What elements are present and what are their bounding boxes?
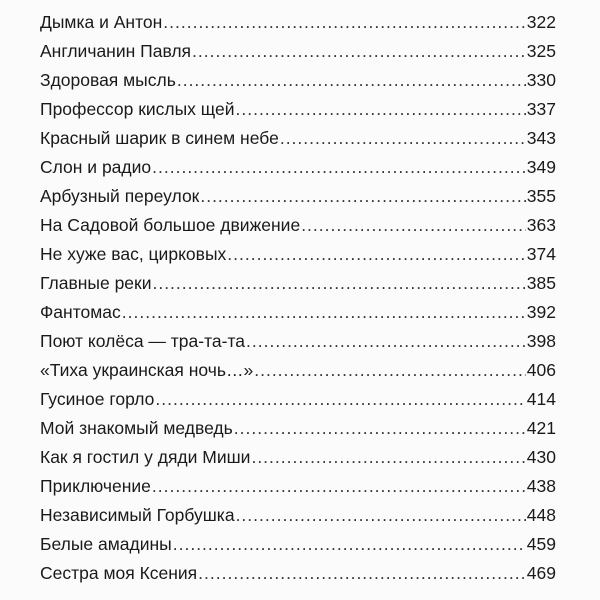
dot-leader xyxy=(254,356,526,385)
toc-entry[interactable] xyxy=(40,443,556,472)
dot-leader xyxy=(177,66,526,95)
dot-leader xyxy=(251,443,525,472)
toc-entry[interactable] xyxy=(40,240,556,269)
toc-title: Фантомас xyxy=(40,302,121,322)
toc-title: На Садовой большое движение xyxy=(40,215,301,235)
dot-leader xyxy=(152,269,525,298)
toc-page-number: 363 xyxy=(526,215,556,235)
toc-entry[interactable] xyxy=(40,356,556,385)
dot-leader xyxy=(163,8,526,37)
toc-entry[interactable] xyxy=(40,66,556,95)
toc-entry[interactable] xyxy=(40,385,556,414)
toc-page-number: 385 xyxy=(526,273,556,293)
dot-leader xyxy=(236,95,526,124)
dot-leader xyxy=(227,240,526,269)
toc-entry[interactable] xyxy=(40,153,556,182)
toc-title: Сестра моя Ксения xyxy=(40,563,198,583)
toc-title: Дымка и Антон xyxy=(40,12,163,32)
toc-entry[interactable] xyxy=(40,182,556,211)
toc-entry[interactable] xyxy=(40,530,556,559)
toc-entry[interactable] xyxy=(40,95,556,124)
toc-entry[interactable] xyxy=(40,472,556,501)
toc-page-number: 438 xyxy=(526,476,556,496)
toc-title: Профессор кислых щей xyxy=(40,99,235,119)
toc-page-number: 398 xyxy=(526,331,556,351)
toc-entry[interactable] xyxy=(40,211,556,240)
toc-page-number: 469 xyxy=(526,563,556,583)
dot-leader xyxy=(152,472,526,501)
toc-title: Красный шарик в синем небе xyxy=(40,128,279,148)
toc-page-number: 392 xyxy=(526,302,556,322)
dot-leader xyxy=(234,414,526,443)
toc-page-number: 448 xyxy=(526,505,556,525)
toc-page-number: 355 xyxy=(526,186,556,206)
toc-entry[interactable] xyxy=(40,37,556,66)
toc-page-number: 430 xyxy=(526,447,556,467)
toc-title: Гусиное горло xyxy=(40,389,155,409)
dot-leader xyxy=(200,182,525,211)
toc-page-number: 343 xyxy=(526,128,556,148)
toc-page-number: 421 xyxy=(526,418,556,438)
toc-title: «Тиха украинская ночь…» xyxy=(40,360,254,380)
toc-title: Арбузный переулок xyxy=(40,186,200,206)
toc-entry[interactable] xyxy=(40,8,556,37)
toc-title: Приключение xyxy=(40,476,151,496)
toc-title: Здоровая мысль xyxy=(40,70,176,90)
table-of-contents xyxy=(40,8,556,588)
toc-entry[interactable] xyxy=(40,501,556,530)
toc-entry[interactable] xyxy=(40,559,556,588)
dot-leader xyxy=(173,530,526,559)
dot-leader xyxy=(192,37,526,66)
dot-leader xyxy=(246,327,526,356)
toc-page-number: 325 xyxy=(526,41,556,61)
dot-leader xyxy=(152,153,526,182)
toc-page-number: 330 xyxy=(526,70,556,90)
toc-page-number: 337 xyxy=(526,99,556,119)
toc-title: Как я гостил у дяди Миши xyxy=(40,447,251,467)
toc-title: Независимый Горбушка xyxy=(40,505,235,525)
toc-title: Главные реки xyxy=(40,273,152,293)
toc-page-number: 406 xyxy=(526,360,556,380)
dot-leader xyxy=(198,559,526,588)
toc-page-number: 349 xyxy=(526,157,556,177)
toc-page-number: 322 xyxy=(526,12,556,32)
dot-leader xyxy=(155,385,525,414)
toc-page-number: 459 xyxy=(526,534,556,554)
dot-leader xyxy=(122,298,526,327)
toc-page-number: 374 xyxy=(526,244,556,264)
toc-page-number: 414 xyxy=(526,389,556,409)
toc-title: Мой знакомый медведь xyxy=(40,418,233,438)
toc-title: Поют колёса — тра-та-та xyxy=(40,331,246,351)
toc-title: Не хуже вас, цирковых xyxy=(40,244,227,264)
dot-leader xyxy=(280,124,526,153)
dot-leader xyxy=(301,211,526,240)
toc-entry[interactable] xyxy=(40,269,556,298)
dot-leader xyxy=(236,501,526,530)
toc-title: Белые амадины xyxy=(40,534,172,554)
toc-entry[interactable] xyxy=(40,327,556,356)
toc-title: Слон и радио xyxy=(40,157,152,177)
toc-entry[interactable] xyxy=(40,298,556,327)
toc-entry[interactable] xyxy=(40,124,556,153)
toc-entry[interactable] xyxy=(40,414,556,443)
toc-title: Англичанин Павля xyxy=(40,41,192,61)
